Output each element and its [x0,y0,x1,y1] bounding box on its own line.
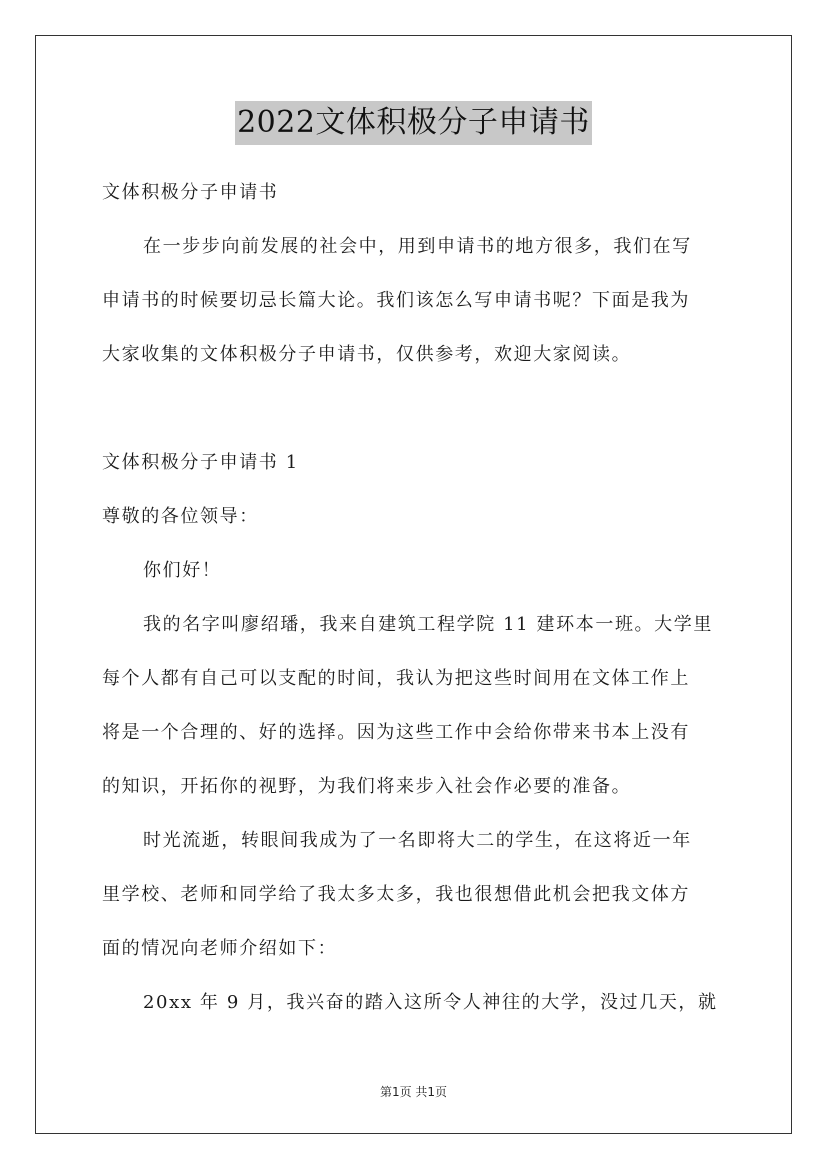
page-footer: 第1页 共1页 [379,1085,448,1099]
paragraph-line: 20xx 年 9 月，我兴奋的踏入这所令人神往的大学，没过几天，就 [143,992,718,1013]
paragraph-line: 的知识，开拓你的视野，为我们将来步入社会作必要的准备。 [102,776,632,797]
greeting: 你们好！ [143,560,222,581]
document-body [102,166,727,1030]
paragraph-line: 将是一个合理的、好的选择。因为这些工作中会给你带来书本上没有 [102,722,690,743]
document-title: 2022文体积极分子申请书 [235,101,592,145]
title-container [0,101,827,145]
intro-line: 大家收集的文体积极分子申请书，仅供参考，欢迎大家阅读。 [102,344,632,365]
paragraph-line: 我的名字叫廖绍璠，我来自建筑工程学院 11 建环本一班。大学里 [143,614,713,635]
subtitle: 文体积极分子申请书 [102,182,279,203]
intro-line: 申请书的时候要切忌长篇大论。我们该怎么写申请书呢？下面是我为 [102,290,690,311]
paragraph-line: 里学校、老师和同学给了我太多太多，我也很想借此机会把我文体方 [102,884,690,905]
spacer [102,382,727,436]
intro-line: 在一步步向前发展的社会中，用到申请书的地方很多，我们在写 [143,236,692,257]
section-heading: 文体积极分子申请书 1 [102,452,299,473]
paragraph-line: 面的情况向老师介绍如下： [102,938,338,959]
salutation: 尊敬的各位领导： [102,506,259,527]
paragraph-line: 每个人都有自己可以支配的时间，我认为把这些时间用在文体工作上 [102,668,690,689]
paragraph-line: 时光流逝，转眼间我成为了一名即将大二的学生，在这将近一年 [143,830,692,851]
